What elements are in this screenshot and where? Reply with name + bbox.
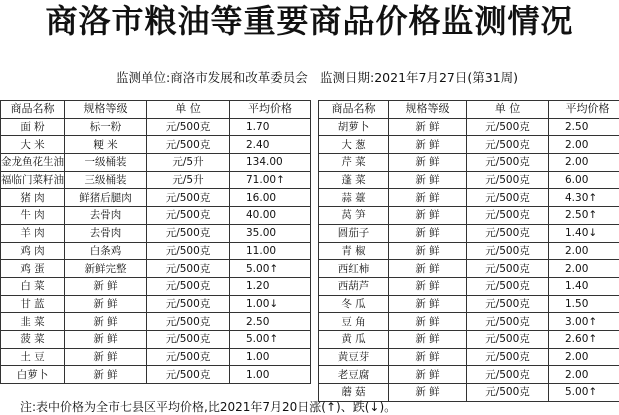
cell-name: 鸡 肉 [1,242,65,260]
table-row [319,189,619,207]
cell-name: 面 粉 [1,118,65,136]
cell-unit: 元/500克 [467,277,549,295]
cell-grade: 新 鲜 [389,118,467,136]
header-price: 平均价格 [549,101,619,119]
header-unit: 单 位 [147,101,230,119]
cell-name: 甘 蓝 [1,295,65,313]
cell-name: 莴 笋 [319,207,389,225]
cell-grade: 一级桶装 [65,154,147,172]
cell-price: 2.00 [549,260,619,278]
cell-unit: 元/5升 [147,171,230,189]
cell-unit: 元/500克 [467,189,549,207]
cell-grade: 标一粉 [65,118,147,136]
header-name: 商品名称 [319,101,389,119]
cell-name: 蓬 菜 [319,171,389,189]
table-row [319,366,619,384]
cell-grade: 新 鲜 [65,330,147,348]
cell-unit: 元/500克 [467,224,549,242]
cell-unit: 元/500克 [467,366,549,384]
table-row [319,154,619,172]
table-row [319,136,619,154]
cell-price: 2.00 [549,136,619,154]
cell-unit: 元/500克 [147,295,230,313]
cell-price: 1.00↓ [230,295,311,313]
cell-unit: 元/500克 [147,136,230,154]
cell-price: 1.50 [549,295,619,313]
cell-name: 黄豆芽 [319,348,389,366]
cell-unit: 元/500克 [467,295,549,313]
header-price: 平均价格 [230,101,311,119]
cell-name: 圆茄子 [319,224,389,242]
monitor-unit: 监测单位:商洛市发展和改革委员会 [116,68,308,86]
cell-price: 2.50↑ [549,207,619,225]
table-row [1,260,311,278]
cell-grade: 新 鲜 [65,348,147,366]
cell-grade: 新 鲜 [65,366,147,384]
cell-unit: 元/500克 [147,366,230,384]
footnote: 注:表中价格为全市七县区平均价格,比2021年7月20日涨(↑)、跌(↓)。 [20,398,396,415]
cell-unit: 元/500克 [467,242,549,260]
table-row [319,207,619,225]
cell-price: 11.00 [230,242,311,260]
cell-unit: 元/500克 [147,277,230,295]
cell-grade: 三级桶装 [65,171,147,189]
cell-grade: 新鲜完整 [65,260,147,278]
cell-name: 金龙鱼花生油 [1,154,65,172]
cell-grade: 新 鲜 [65,295,147,313]
cell-price: 134.00 [230,154,311,172]
cell-unit: 元/500克 [147,207,230,225]
cell-price: 40.00 [230,207,311,225]
table-row [1,189,311,207]
cell-grade: 新 鲜 [389,260,467,278]
cell-name: 韭 菜 [1,313,65,331]
page-title: 商洛市粮油等重要商品价格监测情况 [0,1,619,41]
cell-name: 老豆腐 [319,366,389,384]
cell-price: 3.00↑ [549,313,619,331]
table-row [1,118,311,136]
cell-grade: 新 鲜 [389,207,467,225]
cell-name: 福临门菜籽油 [1,171,65,189]
cell-price: 35.00 [230,224,311,242]
cell-name: 羊 肉 [1,224,65,242]
cell-price: 5.00↑ [230,260,311,278]
price-table-left [0,100,311,384]
cell-unit: 元/500克 [467,118,549,136]
cell-price: 1.00 [230,348,311,366]
cell-unit: 元/500克 [147,118,230,136]
table-row [319,260,619,278]
cell-price: 1.70 [230,118,311,136]
table-row [1,224,311,242]
cell-name: 蒜 薹 [319,189,389,207]
price-table-right [318,100,619,402]
cell-price: 4.30↑ [549,189,619,207]
cell-grade: 新 鲜 [389,242,467,260]
table-row [1,242,311,260]
cell-grade: 新 鲜 [389,313,467,331]
cell-grade: 新 鲜 [389,366,467,384]
cell-price: 1.00 [230,366,311,384]
table-row [319,118,619,136]
cell-unit: 元/500克 [147,260,230,278]
header-name: 商品名称 [1,101,65,119]
cell-name: 黄 瓜 [319,330,389,348]
cell-grade: 新 鲜 [389,277,467,295]
header-grade: 规格等级 [65,101,147,119]
cell-grade: 新 鲜 [389,171,467,189]
cell-unit: 元/500克 [467,384,549,402]
cell-grade: 新 鲜 [389,295,467,313]
cell-name: 大 葱 [319,136,389,154]
cell-grade: 新 鲜 [389,384,467,402]
cell-price: 1.40↓ [549,224,619,242]
cell-unit: 元/5升 [147,154,230,172]
cell-grade: 新 鲜 [389,330,467,348]
table-row [319,277,619,295]
monitor-date: 监测日期:2021年7月27日(第31周) [320,68,518,86]
cell-name: 白萝卜 [1,366,65,384]
cell-name: 西红柿 [319,260,389,278]
cell-grade: 新 鲜 [65,313,147,331]
cell-price: 6.00 [549,171,619,189]
cell-unit: 元/500克 [467,207,549,225]
table-header-row [319,101,619,119]
cell-unit: 元/500克 [147,313,230,331]
cell-grade: 鲜猪后腿肉 [65,189,147,207]
table-row [1,348,311,366]
cell-price: 2.00 [549,154,619,172]
cell-grade: 新 鲜 [389,348,467,366]
table-row [319,224,619,242]
cell-name: 豆 角 [319,313,389,331]
table-row [1,171,311,189]
cell-price: 2.00 [549,366,619,384]
cell-unit: 元/500克 [467,260,549,278]
cell-price: 2.00 [549,242,619,260]
cell-price: 1.40 [549,277,619,295]
cell-unit: 元/500克 [467,348,549,366]
cell-name: 胡萝卜 [319,118,389,136]
cell-price: 2.60↑ [549,330,619,348]
table-row [1,207,311,225]
table-row [1,330,311,348]
cell-name: 冬 瓜 [319,295,389,313]
header-grade: 规格等级 [389,101,467,119]
cell-grade: 白条鸡 [65,242,147,260]
cell-unit: 元/500克 [147,224,230,242]
cell-price: 2.50 [549,118,619,136]
cell-name: 土 豆 [1,348,65,366]
cell-unit: 元/500克 [467,330,549,348]
cell-grade: 新 鲜 [389,189,467,207]
cell-unit: 元/500克 [147,189,230,207]
cell-grade: 新 鲜 [389,154,467,172]
table-header-row [1,101,311,119]
cell-unit: 元/500克 [467,154,549,172]
cell-name: 菠 菜 [1,330,65,348]
cell-price: 2.40 [230,136,311,154]
cell-unit: 元/500克 [147,330,230,348]
cell-name: 牛 肉 [1,207,65,225]
cell-price: 5.00↑ [549,384,619,402]
cell-name: 西葫芦 [319,277,389,295]
cell-unit: 元/500克 [147,348,230,366]
table-row [319,348,619,366]
table-row [1,366,311,384]
cell-price: 16.00 [230,189,311,207]
cell-name: 白 菜 [1,277,65,295]
table-row [319,295,619,313]
cell-price: 2.00 [549,348,619,366]
cell-unit: 元/500克 [467,171,549,189]
cell-grade: 新 鲜 [389,136,467,154]
table-row [1,136,311,154]
header-unit: 单 位 [467,101,549,119]
table-row [319,242,619,260]
cell-grade: 新 鲜 [389,224,467,242]
cell-name: 鸡 蛋 [1,260,65,278]
cell-grade: 新 鲜 [65,277,147,295]
cell-grade: 去骨肉 [65,207,147,225]
table-row [1,313,311,331]
cell-grade: 粳 米 [65,136,147,154]
cell-unit: 元/500克 [467,136,549,154]
cell-name: 青 椒 [319,242,389,260]
cell-unit: 元/500克 [147,242,230,260]
cell-name: 芹 菜 [319,154,389,172]
cell-grade: 去骨肉 [65,224,147,242]
cell-price: 71.00↑ [230,171,311,189]
cell-unit: 元/500克 [467,313,549,331]
cell-price: 1.20 [230,277,311,295]
table-row [1,154,311,172]
cell-name: 大 米 [1,136,65,154]
table-row [1,277,311,295]
table-row [319,313,619,331]
table-row [319,171,619,189]
cell-price: 5.00↑ [230,330,311,348]
cell-price: 2.50 [230,313,311,331]
table-row [1,295,311,313]
cell-name: 蘑 菇 [319,384,389,402]
table-row [319,330,619,348]
cell-name: 猪 肉 [1,189,65,207]
